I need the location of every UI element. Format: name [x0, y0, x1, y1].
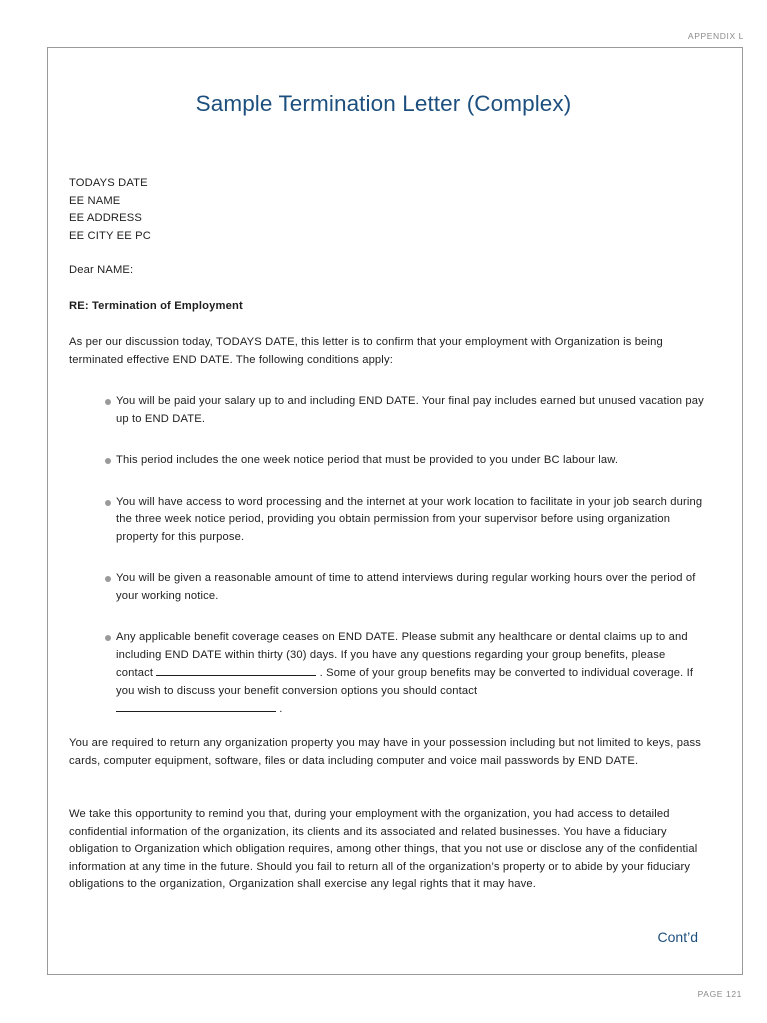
condition-benefits-part1: Any applicable benefit coverage ceases on END DATE. Please submit any healthcare or dental claims up to and including END DATE within thirty (30) days. If you have any questions regarding your group benefits, please contact: [116, 631, 688, 679]
condition-job-search: You will have access to word processing and the internet at your work location to facilitate in your job search during the three week notice period, providing you obtain permission from your supervisor before using organization property for this purpose.: [116, 495, 703, 543]
address-line-date: TODAYS DATE: [69, 177, 148, 189]
bullet-icon: [105, 399, 111, 405]
list-item: [104, 570, 704, 605]
return-property-paragraph: You are required to return any organization property you may have in your possession including but not limited to keys, pass cards, computer equipment, software, files or data including computer and voice mail passwords by END DATE.: [69, 737, 701, 767]
bullet-icon: [105, 458, 111, 464]
list-item: [104, 452, 704, 470]
recipient-address-block: [69, 175, 704, 245]
conditions-list: [104, 393, 704, 719]
intro-paragraph: As per our discussion today, TODAYS DATE, this letter is to confirm that your employment with Organization is being terminated effective END DATE. The following conditions apply:: [69, 336, 663, 366]
appendix-label: APPENDIX L: [687, 31, 744, 41]
address-line-name: EE NAME: [69, 194, 121, 207]
contact-blank-line: [156, 664, 316, 676]
page-number: PAGE 121: [697, 989, 742, 999]
fiduciary-reminder-paragraph: We take this opportunity to remind you that, during your employment with the organization, you had access to detailed confidential information of the organization, its clients and its associated and related businesses. You have a fiduciary obligation to Organization which obligation requires, among other things, that you not use or disclose any of the confidential information at any time in the future. Should you fail to return all of the organization’s property or to abide by your fiduciary obligations to the organization, Organization shall exercise any legal rights that it may have.: [69, 808, 698, 890]
salutation: Dear NAME:: [69, 264, 134, 276]
condition-benefits-part3: .: [279, 703, 283, 715]
condition-notice-period: This period includes the one week notice period that must be provided to you under BC labour law.: [116, 454, 619, 466]
list-item: [104, 393, 704, 428]
subject-line: RE: Termination of Employment: [69, 300, 243, 312]
letter-title: Sample Termination Letter (Complex): [195, 91, 572, 116]
bullet-icon: [105, 635, 111, 641]
address-line-address: EE ADDRESS: [69, 212, 142, 224]
condition-interviews: You will be given a reasonable amount of time to attend interviews during regular working hours over the period of your working notice.: [116, 572, 696, 602]
condition-benefits-part2: . Some of your group benefits may be converted to individual coverage. If you wish to discuss your benefit conversion options you should contact: [116, 667, 694, 697]
list-item: [104, 494, 704, 547]
address-line-city: EE CITY EE PC: [69, 229, 151, 242]
conversion-contact-blank-line: [116, 700, 276, 712]
condition-salary: You will be paid your salary up to and including END DATE. Your final pay includes earned but unused vacation pay up to END DATE.: [116, 395, 704, 425]
continued-label: Cont’d: [657, 929, 698, 945]
list-item: [104, 629, 704, 719]
bullet-icon: [105, 500, 111, 506]
bullet-icon: [105, 576, 111, 582]
